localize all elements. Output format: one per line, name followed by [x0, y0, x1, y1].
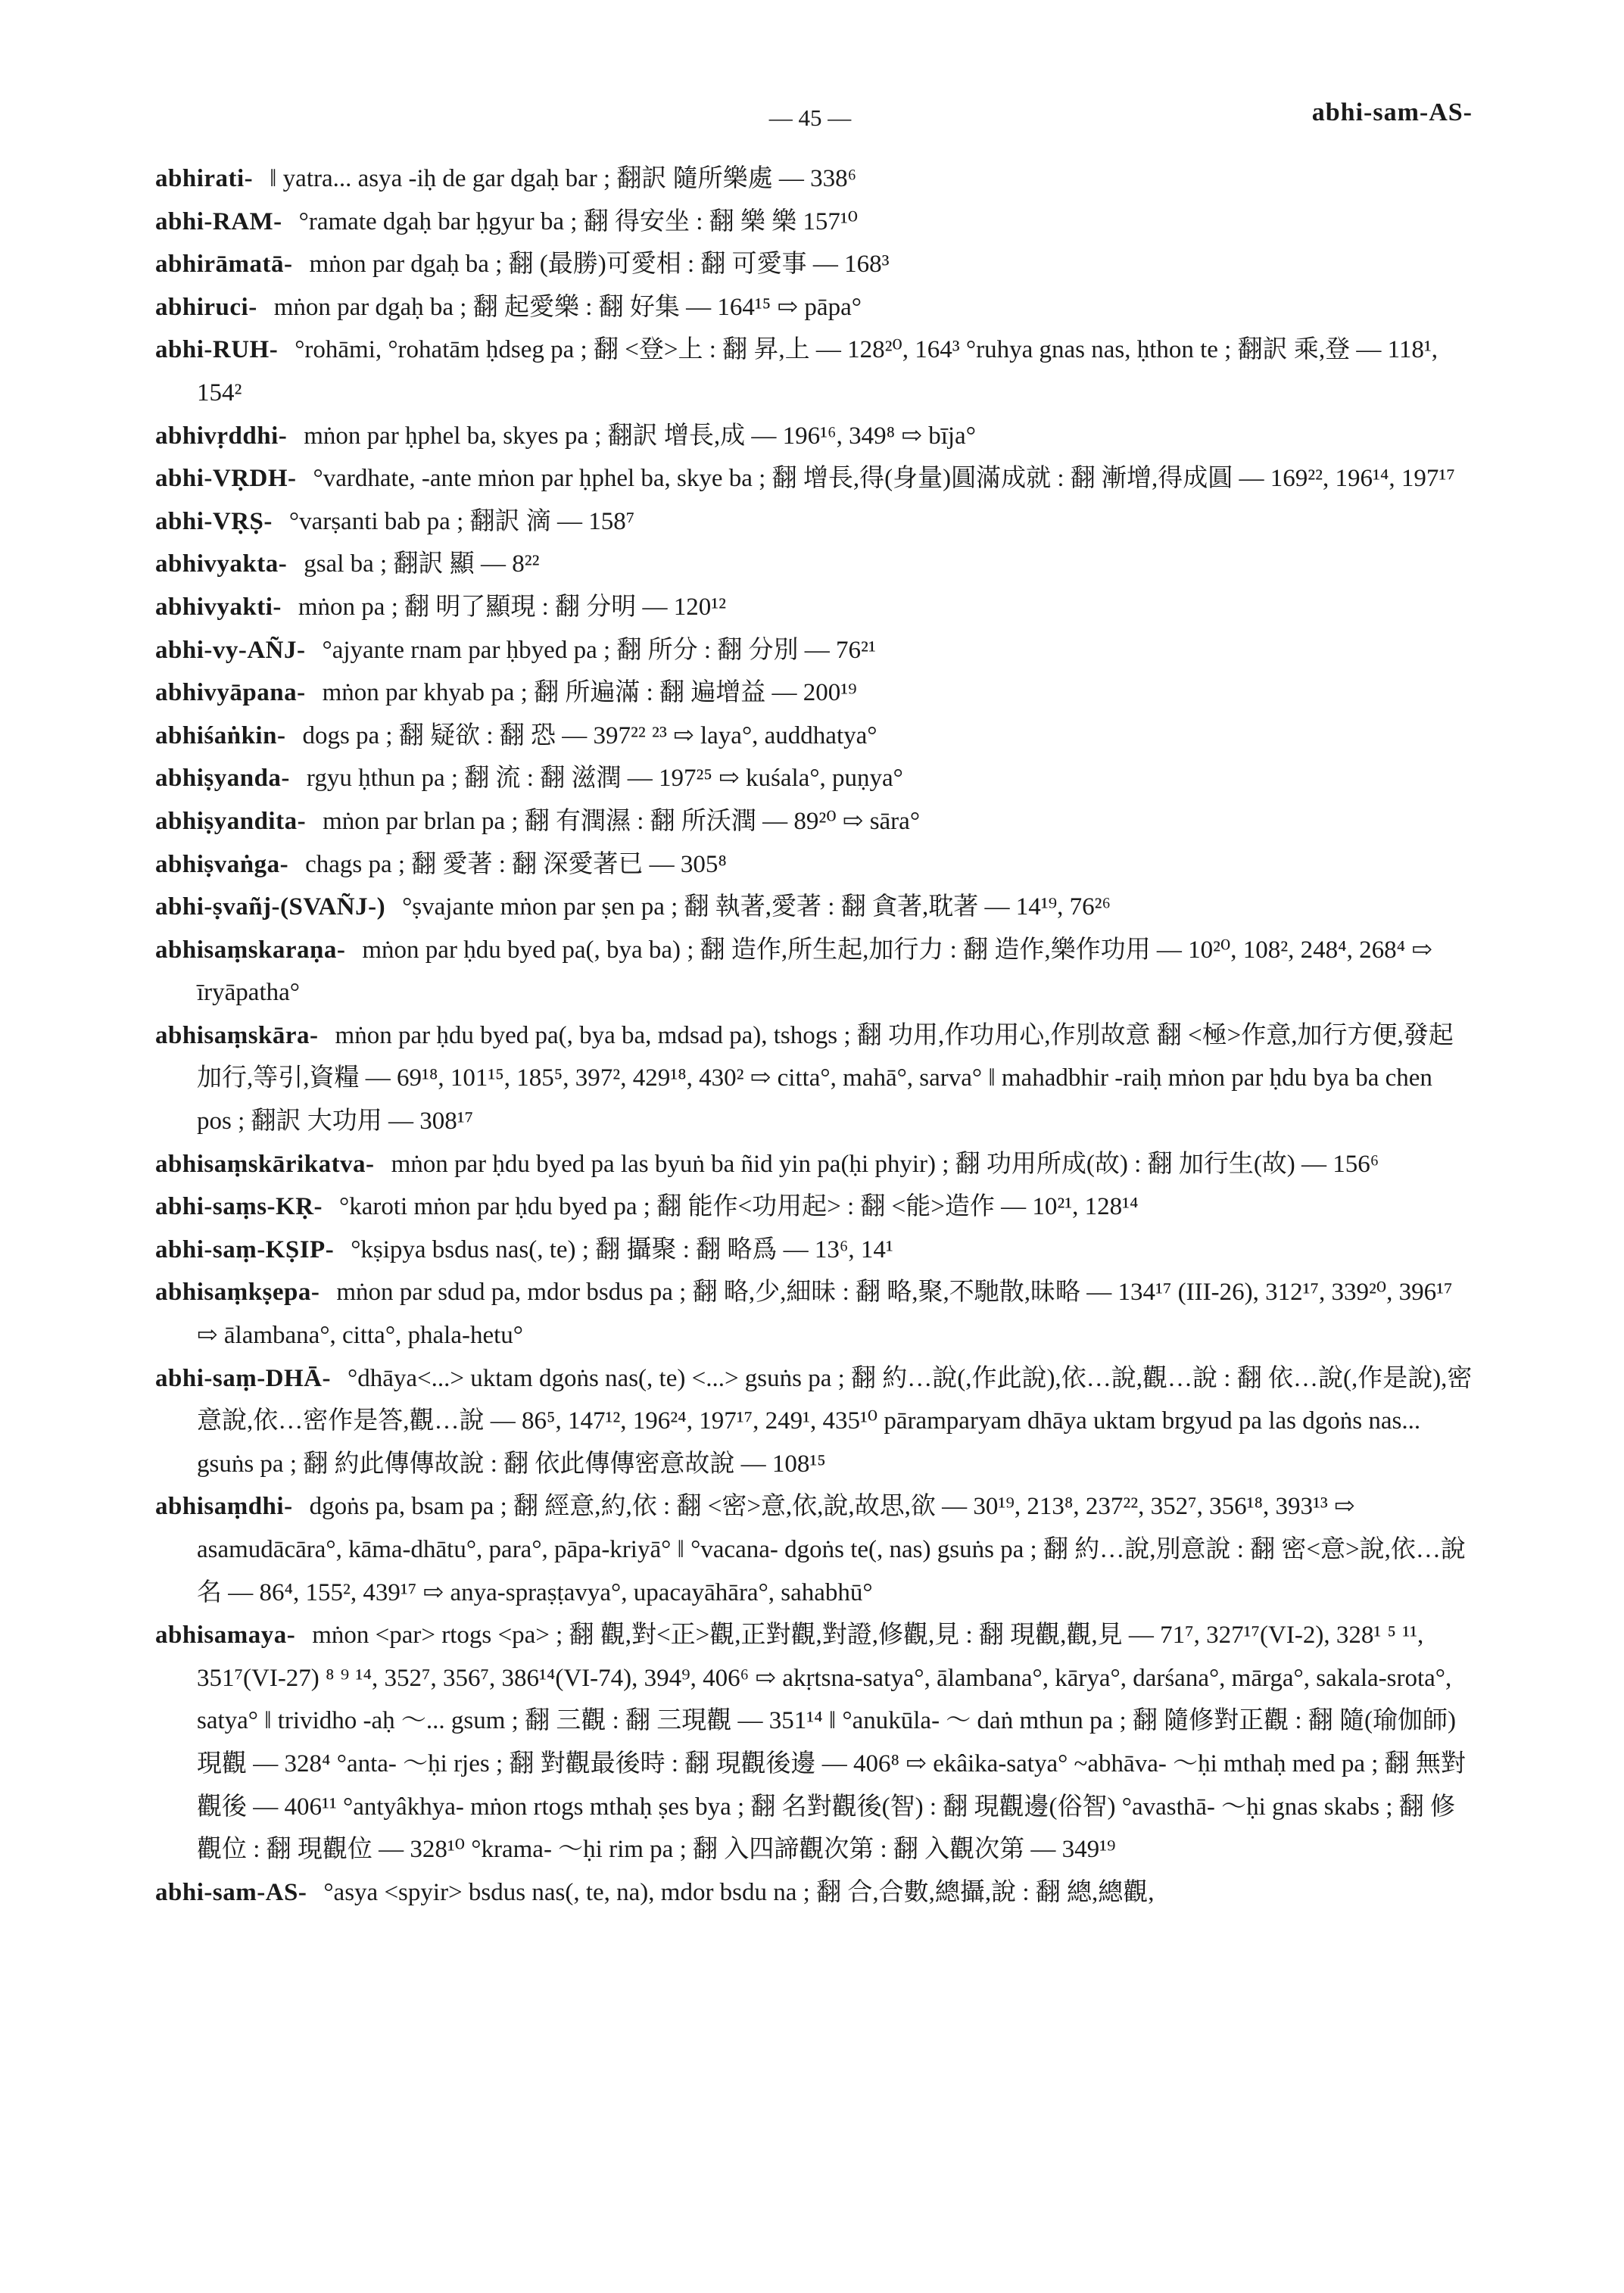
dictionary-entry — [155, 457, 1473, 500]
dictionary-entry — [155, 671, 1473, 715]
dictionary-entry — [155, 157, 1473, 201]
dictionary-entry — [155, 415, 1473, 458]
dictionary-entry — [155, 1143, 1473, 1186]
entry-headword: abhi-sam-AS- — [155, 1878, 307, 1906]
entry-headword: abhisaṃskāra- — [155, 1021, 319, 1049]
entry-body: °rohāmi, °rohatām ḥdseg pa ; 翻 <登>上 : 翻 昇,上 — 128²⁰, 164³ °ruhya gnas nas, ḥthon te ; 翻訳 乘,登 — 118¹, 154² — [197, 336, 1439, 407]
entry-body: °ajyante rnam par ḥbyed pa ; 翻 所分 : 翻 分別 — 76²¹ — [322, 636, 876, 664]
entry-headword: abhisaṃkṣepa- — [155, 1279, 320, 1307]
entry-headword: abhisamaya- — [155, 1622, 296, 1650]
dictionary-entry — [155, 1271, 1473, 1357]
entry-body: rgyu ḥthun pa ; 翻 流 : 翻 滋潤 — 197²⁵ ⇨ kuśala°, puṇya° — [306, 765, 903, 793]
entry-body: °dhāya<...> uktam dgoṅs nas(, te) <...> gsuṅs pa ; 翻 約…說(,作此說),依…說,觀…說 : 翻 依…說(,作是說),密意說,依…密作是答,觀…說 — 86⁵, 147¹², 196²⁴, 197¹⁷, 249¹, 435¹⁰ pāramparyam dhāya uktam brgyud pa las dgoṅs nas... gsuṅs pa ; 翻 約此傳傳故說 : 翻 依此傳傳密意故說 — 108¹⁵ — [197, 1364, 1473, 1478]
entry-body: mṅon par dgaḥ ba ; 翻 (最勝)可愛相 : 翻 可愛事 — 168³ — [309, 251, 890, 279]
entry-body: mṅon par dgaḥ ba ; 翻 起愛樂 : 翻 好集 — 164¹⁵ ⇨ pāpa° — [273, 293, 862, 321]
entry-body: dogs pa ; 翻 疑欲 : 翻 恐 — 397²² ²³ ⇨ laya°, auddhatya° — [302, 721, 877, 749]
entry-headword: abhivyakti- — [155, 593, 282, 621]
entry-headword: abhi-saṃ-KṢIP- — [155, 1235, 335, 1263]
dictionary-entry — [155, 757, 1473, 800]
entry-body: dgoṅs pa, bsam pa ; 翻 經意,約,依 : 翻 <密>意,依,說,故思,欲 — 30¹⁹, 213⁸, 237²², 352⁷, 356¹⁸, 393¹³ ⇨ asamudācāra°, kāma-dhātu°, para°, pāpa-kriyā° ‖ °vacana- dgoṅs te(, nas) gsuṅs pa ; 翻 約…說,別意說 : 翻 密<意>說,依…說名 — 86⁴, 155², 439¹⁷ ⇨ anya-spraṣṭavya°, upacayāhāra°, sahabhū° — [197, 1493, 1466, 1606]
dictionary-entry — [155, 715, 1473, 758]
entry-headword: abhirati- — [155, 165, 254, 192]
dictionary-entry — [155, 1871, 1473, 1914]
dictionary-entry — [155, 1229, 1473, 1272]
entry-headword: abhivṛddhi- — [155, 422, 288, 450]
dictionary-entry — [155, 629, 1473, 672]
entry-body: °ṣvajante mṅon par ṣen pa ; 翻 執著,愛著 : 翻 貪著,耽著 — 14¹⁹, 76²⁶ — [402, 893, 1111, 921]
entry-headword: abhiṣvaṅga- — [155, 850, 289, 878]
entry-headword: abhisaṃskārikatva- — [155, 1150, 375, 1178]
dictionary-entry — [155, 201, 1473, 244]
dictionary-entry — [155, 800, 1473, 843]
entry-headword: abhivyakta- — [155, 550, 288, 578]
entry-body: mṅon pa ; 翻 明了顯現 : 翻 分明 — 120¹² — [298, 593, 727, 621]
dictionary-entry — [155, 1185, 1473, 1229]
entry-body: mṅon par ḥdu byed pa(, bya ba) ; 翻 造作,所生起,加行力 : 翻 造作,樂作功用 — 10²⁰, 108², 248⁴, 268⁴ ⇨ īryāpatha° — [197, 936, 1433, 1007]
entry-body: °vardhate, -ante mṅon par ḥphel ba, skye ba ; 翻 增長,得(身量)圓滿成就 : 翻 漸增,得成圓 — 169²², 196¹⁴, 197¹⁷ — [313, 465, 1455, 493]
entry-headword: abhi-saṃs-KṚ- — [155, 1193, 323, 1221]
entry-body: mṅon <par> rtogs <pa> ; 翻 觀,對<正>觀,正對觀,對證,修觀,見 : 翻 現觀,觀,見 — 71⁷, 327¹⁷(VI-2), 328¹ ⁵ ¹¹, 351⁷(VI-27) ⁸ ⁹ ¹⁴, 352⁷, 356⁷, 386¹⁴(VI-74), 394⁹, 406⁶ ⇨ akṛtsna-satya°, ālambana°, kārya°, darśana°, mārga°, sakala-srota°, satya° ‖ trividho -aḥ ～... gsum ; 翻 三觀 : 翻 三現觀 — 351¹⁴ ‖ °anukūla- ～ daṅ mthun pa ; 翻 隨修對正觀 : 翻 隨(瑜伽師)現觀 — 328⁴ °anta- ～ḥi rjes ; 翻 對觀最後時 : 翻 現觀後邊 — 406⁸ ⇨ ekâika-satya° ~abhāva- ～ḥi mthaḥ med pa ; 翻 無對觀後 — 406¹¹ °antyâkhya- mṅon rtogs mthaḥ ṣes bya ; 翻 名對觀後(智) : 翻 現觀邊(俗智) °avasthā- ～ḥi gnas skabs ; 翻 修觀位 : 翻 現觀位 — 328¹⁰ °krama- ～ḥi rim pa ; 翻 入四諦觀次第 : 翻 入觀次第 — 349¹⁹ — [197, 1622, 1466, 1864]
dictionary-entry — [155, 929, 1473, 1014]
dictionary-entry — [155, 286, 1473, 329]
entry-body: °varṣanti bab pa ; 翻訳 滴 — 158⁷ — [288, 507, 635, 535]
entry-body: °ramate dgaḥ bar ḥgyur ba ; 翻 得安坐 : 翻 樂 樂 157¹⁰ — [298, 207, 859, 235]
entry-headword: abhi-saṃ-DHĀ- — [155, 1364, 332, 1392]
entry-headword: abhisaṃskaraṇa- — [155, 936, 346, 964]
entry-headword: abhiṣyandita- — [155, 807, 307, 835]
entry-body: chags pa ; 翻 愛著 : 翻 深愛著已 — 305⁸ — [305, 850, 727, 878]
dictionary-entry — [155, 1357, 1473, 1486]
entry-body: mṅon par ḥdu byed pa las byuṅ ba ñid yin pa(ḥi phyir) ; 翻 功用所成(故) : 翻 加行生(故) — 156⁶ — [391, 1150, 1379, 1178]
entry-headword: abhi-ṣvañj-(SVAÑJ-) — [155, 893, 386, 921]
entry-headword: abhi-vy-AÑJ- — [155, 636, 306, 664]
dictionary-entry — [155, 1485, 1473, 1614]
entry-body: mṅon par ḥdu byed pa(, bya ba, mdsad pa), tshogs ; 翻 功用,作功用心,作別故意 翻 <極>作意,加行方便,發起加行,等引,資糧 — 69¹⁸, 101¹⁵, 185⁵, 397², 429¹⁸, 430² ⇨ citta°, mahā°, sarva° ‖ mahadbhir -raiḥ mṅon par ḥdu bya ba chen pos ; 翻訳 大功用 — 308¹⁷ — [197, 1021, 1454, 1136]
dictionary-entry — [155, 1614, 1473, 1871]
entry-headword: abhisaṃdhi- — [155, 1493, 293, 1521]
dictionary-entry — [155, 500, 1473, 544]
entry-headword: abhi-RUH- — [155, 336, 279, 364]
entry-headword: abhivyāpana- — [155, 679, 306, 707]
dictionary-entry — [155, 886, 1473, 929]
dictionary-entry — [155, 586, 1473, 629]
entry-body: mṅon par brlan pa ; 翻 有潤濕 : 翻 所沃潤 — 89²⁰ ⇨ sāra° — [323, 807, 921, 835]
entry-body: mṅon par khyab pa ; 翻 所遍滿 : 翻 遍增益 — 200¹⁹ — [322, 679, 857, 707]
entry-headword: abhi-VṚṢ- — [155, 507, 273, 535]
entry-body: °kṣipya bsdus nas(, te) ; 翻 攝聚 : 翻 略爲 — 13⁶, 14¹ — [351, 1235, 893, 1263]
dictionary-entries — [155, 157, 1473, 1914]
entry-body: mṅon par ḥphel ba, skyes pa ; 翻訳 增長,成 — 196¹⁶, 349⁸ ⇨ bīja° — [304, 422, 976, 450]
entry-headword: abhiśaṅkin- — [155, 721, 286, 749]
dictionary-entry — [155, 543, 1473, 586]
entry-headword: abhi-RAM- — [155, 207, 282, 235]
entry-body: mṅon par sdud pa, mdor bsdus pa ; 翻 略,少,細昧 : 翻 略,聚,不馳散,昧略 — 134¹⁷ (III-26), 312¹⁷, 339²⁰, 396¹⁷ ⇨ ālambana°, citta°, phala-hetu° — [197, 1279, 1453, 1350]
entry-headword: abhi-VṚDH- — [155, 465, 297, 493]
entry-body: °karoti mṅon par ḥdu byed pa ; 翻 能作<功用起> : 翻 <能>造作 — 10²¹, 128¹⁴ — [339, 1193, 1139, 1221]
entry-headword: abhirāmatā- — [155, 251, 293, 279]
entry-body: °asya <spyir> bsdus nas(, te, na), mdor bsdu na ; 翻 合,合數,總攝,說 : 翻 總,總觀, — [323, 1878, 1155, 1906]
dictionary-entry — [155, 243, 1473, 286]
dictionary-entry — [155, 843, 1473, 886]
entry-body: gsal ba ; 翻訳 顯 — 8²² — [304, 550, 540, 578]
dictionary-entry — [155, 1014, 1473, 1143]
entry-headword: abhiruci- — [155, 293, 257, 321]
entry-headword: abhiṣyanda- — [155, 765, 290, 793]
entry-body: ‖ yatra... asya -iḥ de gar dgaḥ bar ; 翻訳 隨所樂處 — 338⁶ — [270, 165, 857, 192]
page-number: — 45 — — [768, 104, 852, 131]
dictionary-entry — [155, 329, 1473, 414]
running-head: abhi-sam-AS- — [1311, 98, 1473, 126]
